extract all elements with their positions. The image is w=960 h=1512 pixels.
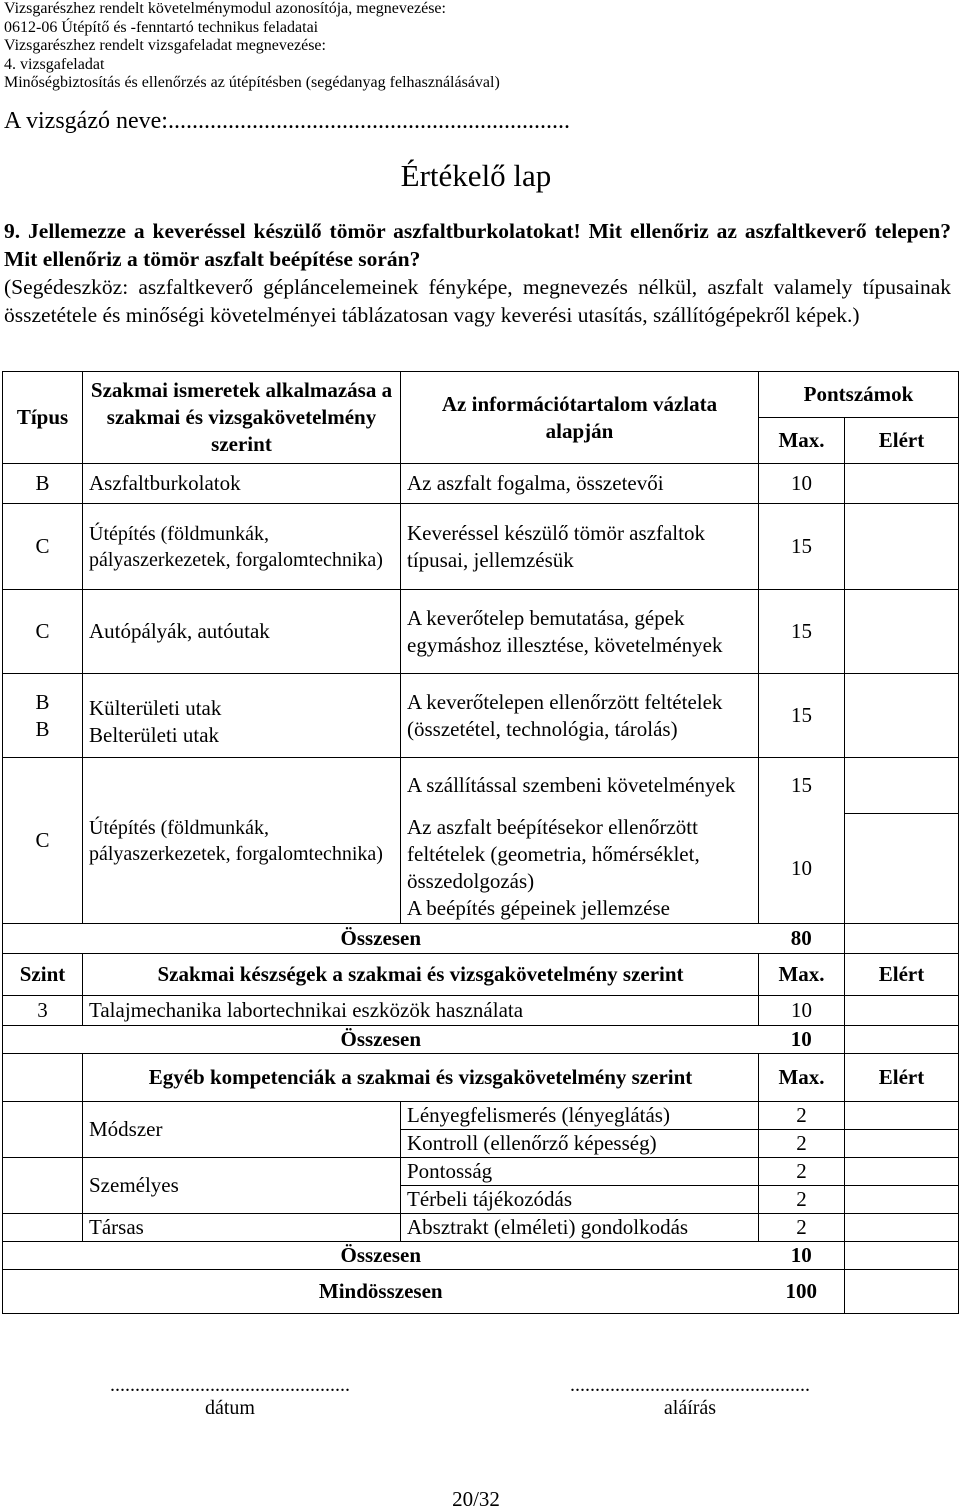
table-row <box>3 590 959 674</box>
other-elert <box>845 1186 959 1214</box>
row-type: B <box>3 464 83 504</box>
date-label: dátum <box>205 1397 255 1419</box>
other-elert <box>845 1158 959 1186</box>
grand-total-row <box>3 1270 959 1314</box>
date-dots: ................................................ <box>110 1374 350 1396</box>
sum-elert <box>845 1242 959 1270</box>
other-max: 2 <box>759 1102 845 1130</box>
skills-head-elert: Elért <box>845 954 959 996</box>
other-group: Módszer <box>83 1102 401 1158</box>
other-item: Lényegfelismerés (lényeglátás) <box>401 1102 759 1130</box>
row-elert <box>845 758 959 814</box>
row-elert <box>845 464 959 504</box>
blank-cell <box>3 1158 83 1214</box>
row-type: C <box>3 504 83 590</box>
header-line-2: 0612-06 Útépítő és -fenntartó technikus feladatai <box>4 18 319 36</box>
skills-head-label: Szakmai készségek a szakmai és vizsgakövetelmény szerint <box>83 954 759 996</box>
other-head-max: Max. <box>759 1054 845 1102</box>
col-head-points: Pontszámok <box>759 372 959 418</box>
other-item: Térbeli tájékozódás <box>401 1186 759 1214</box>
skill-level: 3 <box>3 996 83 1026</box>
candidate-name-line: A vizsgázó neve:................................................................... <box>4 108 570 134</box>
sum-label: Összesen <box>3 924 759 954</box>
other-max: 2 <box>759 1158 845 1186</box>
table-row <box>3 758 959 814</box>
question-text: 9. Jellemezze a keveréssel készülő tömör aszfaltburkolatokat! Mit ellenőriz az aszfaltkeverő telepen? Mit ellenőriz a tömör aszfalt beépítése során? <box>4 219 951 271</box>
col-head-elert: Elért <box>845 418 959 464</box>
row-info: A keverőtelep bemutatása, gépek egymáshoz illesztése, követelmények <box>401 590 759 674</box>
other-header-row <box>3 1054 959 1102</box>
header-line-1: Vizsgarészhez rendelt követelménymodul azonosítója, megnevezése: <box>4 0 446 17</box>
other-head-elert: Elért <box>845 1054 959 1102</box>
row-topic: Külterületi utak Belterületi utak <box>83 674 401 758</box>
header-line-5: Minőségbiztosítás és ellenőrzés az útépítésben (segédanyag felhasználásával) <box>4 74 500 92</box>
sum-row <box>3 924 959 954</box>
signature-block <box>552 1374 828 1420</box>
sum-row <box>3 1026 959 1054</box>
table-row <box>3 996 959 1026</box>
sum-label: Összesen <box>3 1242 759 1270</box>
row-max: 15 <box>759 674 845 758</box>
question-aid-text: (Segédeszköz: aszfaltkeverő gépláncelemeinek fényképe, megnevezés nélkül, aszfalt valamely típusainak összetétele és minőségi követelményei táblázatosan vagy keverési utasítás, szállítógépekről képek.) <box>4 275 951 327</box>
other-item: Absztrakt (elméleti) gondolkodás <box>401 1214 759 1242</box>
skill-max: 10 <box>759 996 845 1026</box>
row-elert <box>845 674 959 758</box>
table-row <box>3 674 959 758</box>
row-elert <box>845 590 959 674</box>
header-line-4: 4. vizsgafeladat <box>4 55 105 73</box>
signature-dots: ................................................ <box>570 1374 810 1396</box>
question-block <box>4 217 951 329</box>
table-row <box>3 1102 959 1130</box>
col-head-info: Az információtartalom vázlata alapján <box>401 372 759 464</box>
table-row <box>3 504 959 590</box>
page-title: Értékelő lap <box>400 158 552 193</box>
blank-cell <box>3 1214 83 1242</box>
sum-value: 10 <box>759 1242 845 1270</box>
row-info: Az aszfalt fogalma, összetevői <box>401 464 759 504</box>
other-group: Személyes <box>83 1158 401 1214</box>
skills-head-szint: Szint <box>3 954 83 996</box>
skills-head-max: Max. <box>759 954 845 996</box>
row-info: A szállítással szembeni követelmények <box>401 758 759 814</box>
row-info: Keveréssel készülő tömör aszfaltok típusai, jellemzésük <box>401 504 759 590</box>
other-item: Pontosság <box>401 1158 759 1186</box>
other-max: 2 <box>759 1130 845 1158</box>
page-number: 20/32 <box>452 1487 500 1511</box>
table-row <box>3 1158 959 1186</box>
skills-header-row <box>3 954 959 996</box>
row-max: 15 <box>759 504 845 590</box>
sum-row <box>3 1242 959 1270</box>
row-max: 15 <box>759 590 845 674</box>
row-topic: Autópályák, autóutak <box>83 590 401 674</box>
sum-elert <box>845 1026 959 1054</box>
row-topic: Útépítés (földmunkák, pályaszerkezetek, forgalomtechnika) <box>83 758 401 924</box>
sum-elert <box>845 924 959 954</box>
signature-label: aláírás <box>663 1397 717 1419</box>
table-row <box>3 464 959 504</box>
document-header <box>4 0 500 93</box>
row-type: B B <box>3 674 83 758</box>
col-head-max: Max. <box>759 418 845 464</box>
sum-value: 80 <box>759 924 845 954</box>
other-head-label: Egyéb kompetenciák a szakmai és vizsgakövetelmény szerint <box>83 1054 759 1102</box>
evaluation-table <box>2 371 959 1314</box>
row-elert <box>845 504 959 590</box>
row-max: 15 <box>759 758 845 814</box>
other-elert <box>845 1130 959 1158</box>
date-signature-block <box>92 1374 368 1420</box>
other-elert <box>845 1102 959 1130</box>
row-max: 10 <box>759 464 845 504</box>
row-max: 10 <box>759 814 845 924</box>
row-topic: Útépítés (földmunkák, pályaszerkezetek, forgalomtechnika) <box>83 504 401 590</box>
header-line-3: Vizsgarészhez rendelt vizsgafeladat megnevezése: <box>4 37 326 55</box>
other-group: Társas <box>83 1214 401 1242</box>
row-type: C <box>3 758 83 924</box>
skill-elert <box>845 996 959 1026</box>
blank-cell <box>3 1102 83 1158</box>
other-elert <box>845 1214 959 1242</box>
col-head-tipus: Típus <box>3 372 83 464</box>
row-info: Az aszfalt beépítésekor ellenőrzött feltételek (geometria, hőmérséklet, összedolgozás) A beépítés gépeinek jellemzése <box>401 814 759 924</box>
other-item: Kontroll (ellenőrző képesség) <box>401 1130 759 1158</box>
skill-text: Talajmechanika labortechnikai eszközök használata <box>83 996 759 1026</box>
col-head-knowledge: Szakmai ismeretek alkalmazása a szakmai és vizsgakövetelmény szerint <box>83 372 401 464</box>
sum-label: Összesen <box>3 1026 759 1054</box>
row-info: A keverőtelepen ellenőrzött feltételek (összetétel, technológia, tárolás) <box>401 674 759 758</box>
grand-total-value: 100 <box>759 1270 845 1314</box>
table-row <box>3 1214 959 1242</box>
row-elert <box>845 814 959 924</box>
blank-cell <box>3 1054 83 1102</box>
row-topic: Aszfaltburkolatok <box>83 464 401 504</box>
other-max: 2 <box>759 1214 845 1242</box>
row-type: C <box>3 590 83 674</box>
grand-total-elert <box>845 1270 959 1314</box>
other-max: 2 <box>759 1186 845 1214</box>
grand-total-label: Mindösszesen <box>3 1270 759 1314</box>
sum-value: 10 <box>759 1026 845 1054</box>
